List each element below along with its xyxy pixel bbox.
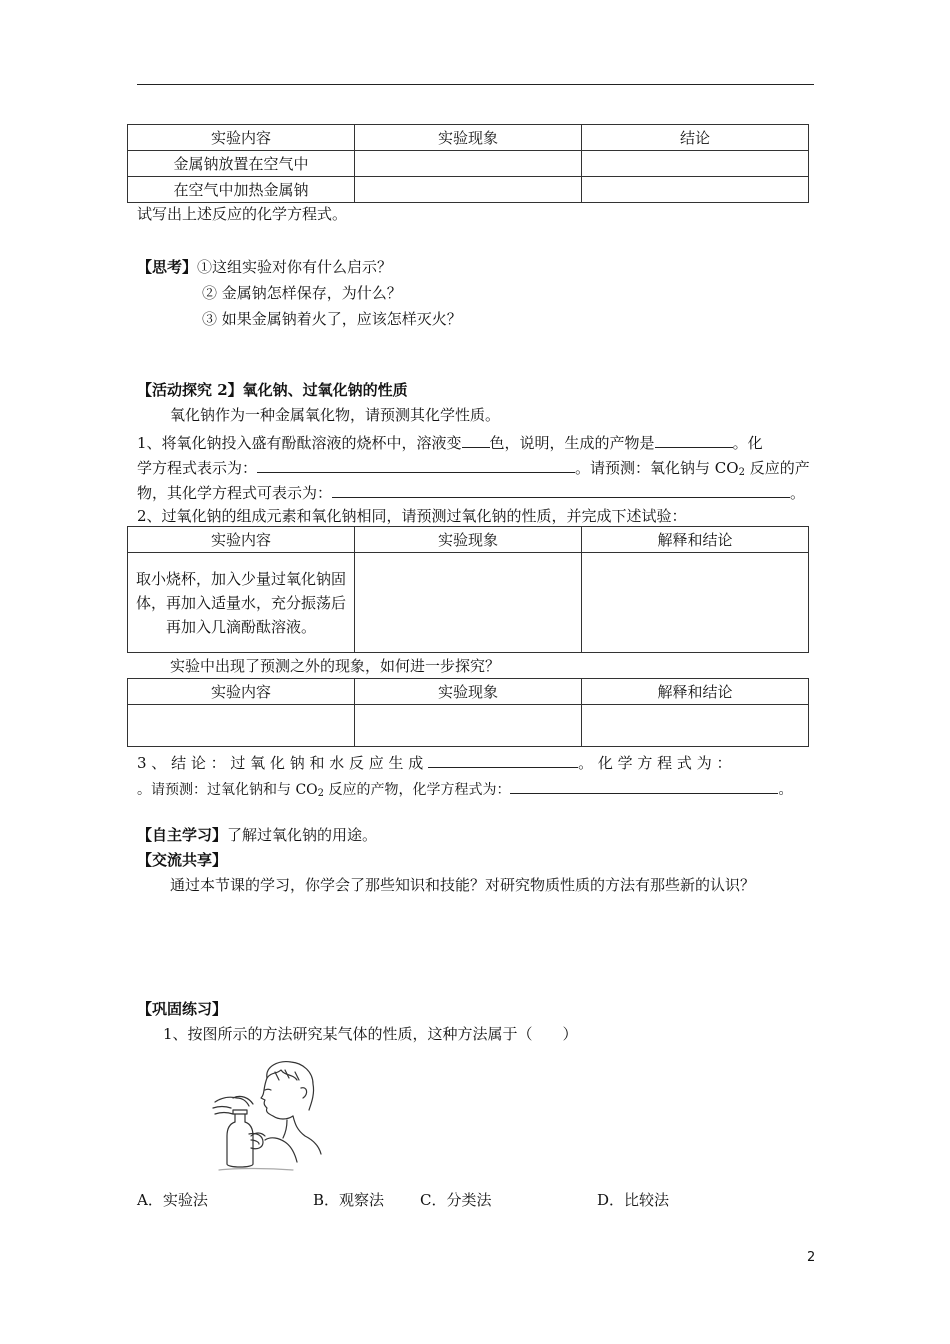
think-q1: ①这组实验对你有什么启示？: [197, 258, 393, 276]
table3-cell: [128, 705, 355, 747]
self-study: [137, 825, 377, 845]
table3-cell: [582, 705, 809, 747]
table1-cell: [582, 177, 809, 203]
table1-header: 实验现象: [355, 125, 582, 151]
blank-co2-equation: [332, 481, 790, 498]
table3-cell: [355, 705, 582, 747]
table1-cell: [582, 151, 809, 177]
option-a: A．实验法: [137, 1191, 208, 1209]
table1-cell: [355, 151, 582, 177]
table1-header: 结论: [582, 125, 809, 151]
item1-line3-end: 。: [790, 484, 806, 502]
table3-header: 实验现象: [355, 679, 582, 705]
share-label: 【交流共享】: [137, 851, 228, 869]
page-number: 2: [807, 1250, 816, 1265]
blank-equation-2: [510, 777, 778, 794]
blank-color: [462, 431, 490, 448]
item3-line2-a: 。请预测：过氧化钠和与 CO: [137, 782, 318, 798]
smelling-gas-illustration: [205, 1058, 325, 1173]
practice-label: 【巩固练习】: [137, 1000, 228, 1018]
item3-line2-end: 。: [778, 782, 793, 798]
item1-line2-c: 反应的产: [744, 459, 810, 477]
item1-line3: 物，其化学方程式可表示为：: [137, 484, 333, 502]
item3-text-b: 。 化 学 方 程 式 为 ：: [578, 754, 732, 772]
activity2-item2: 2、过氧化钠的组成元素和氧化钠相同，请预测过氧化钠的性质，并完成下述试验：: [137, 507, 687, 525]
table2-header: 解释和结论: [582, 527, 809, 553]
think-line-1: [137, 257, 392, 277]
activity2-item1-line3: [137, 481, 805, 503]
option-b: B．观察法: [313, 1191, 385, 1209]
option-c: C．分类法: [420, 1191, 492, 1209]
item1-text-c: 。化: [732, 434, 763, 452]
write-equation-text: 试写出上述反应的化学方程式。: [137, 205, 348, 223]
option-d: D．比较法: [597, 1191, 670, 1209]
table2-cell: [355, 553, 582, 653]
item1-line2-a: 学方程式表示为：: [137, 459, 258, 477]
table2-header: 实验内容: [128, 527, 355, 553]
item1-text-b: 色，说明，生成的产物是: [489, 434, 655, 452]
blank-product-2: [428, 751, 578, 768]
experiment-table-2: [127, 526, 809, 653]
table1-cell: 金属钠放置在空气中: [128, 151, 355, 177]
think-q3: ③ 如果金属钠着火了，应该怎样灭火？: [202, 310, 462, 328]
item3-text-a: 3 、 结 论 ： 过 氧 化 钠 和 水 反 应 生 成: [137, 754, 424, 772]
item3-line2-b: 反应的产物，化学方程式为：: [324, 782, 511, 798]
table3-header: 解释和结论: [582, 679, 809, 705]
activity2-title: 【活动探究 2】氧化钠、过氧化钠的性质: [137, 381, 408, 399]
activity2-intro: 氧化钠作为一种金属氧化物，请预测其化学性质。: [170, 406, 501, 424]
table2-header: 实验现象: [355, 527, 582, 553]
blank-product: [655, 431, 733, 448]
activity2-item1-line1: [137, 431, 763, 453]
table2-cell: [582, 553, 809, 653]
item3-line1: [137, 751, 731, 773]
table1-header: 实验内容: [128, 125, 355, 151]
table3-header: 实验内容: [128, 679, 355, 705]
self-study-label: 【自主学习】: [137, 826, 228, 844]
header-rule: [137, 84, 814, 85]
think-q2: ② 金属钠怎样保存，为什么？: [202, 284, 402, 302]
experiment-table-1: [127, 124, 809, 203]
item1-text-a: 1、将氧化钠投入盛有酚酞溶液的烧杯中，溶液变: [137, 434, 462, 452]
co2-subscript: 2: [738, 467, 745, 478]
blank-equation: [257, 456, 575, 473]
practice-q1: 1、按图所示的方法研究某气体的性质，这种方法属于（ ）: [163, 1025, 578, 1043]
co2-subscript-2: 2: [317, 788, 325, 799]
table1-cell: 在空气中加热金属钠: [128, 177, 355, 203]
self-study-text: 了解过氧化钠的用途。: [227, 826, 378, 844]
unexpected-question: 实验中出现了预测之外的现象，如何进一步探究？: [170, 657, 501, 675]
activity2-item1-line2: [137, 456, 810, 483]
table1-cell: [355, 177, 582, 203]
share-text: 通过本节课的学习，你学会了那些知识和技能？对研究物质性质的方法有那些新的认识？: [170, 876, 756, 894]
item1-line2-b: 。请预测：氧化钠与 CO: [575, 459, 739, 477]
think-label: 【思考】: [137, 258, 198, 276]
table2-content-cell: 取小烧杯，加入少量过氧化钠固体，再加入适量水，充分振荡后再加入几滴酚酞溶液。: [128, 553, 355, 653]
item3-line2: [137, 777, 792, 804]
experiment-table-3: [127, 678, 809, 747]
